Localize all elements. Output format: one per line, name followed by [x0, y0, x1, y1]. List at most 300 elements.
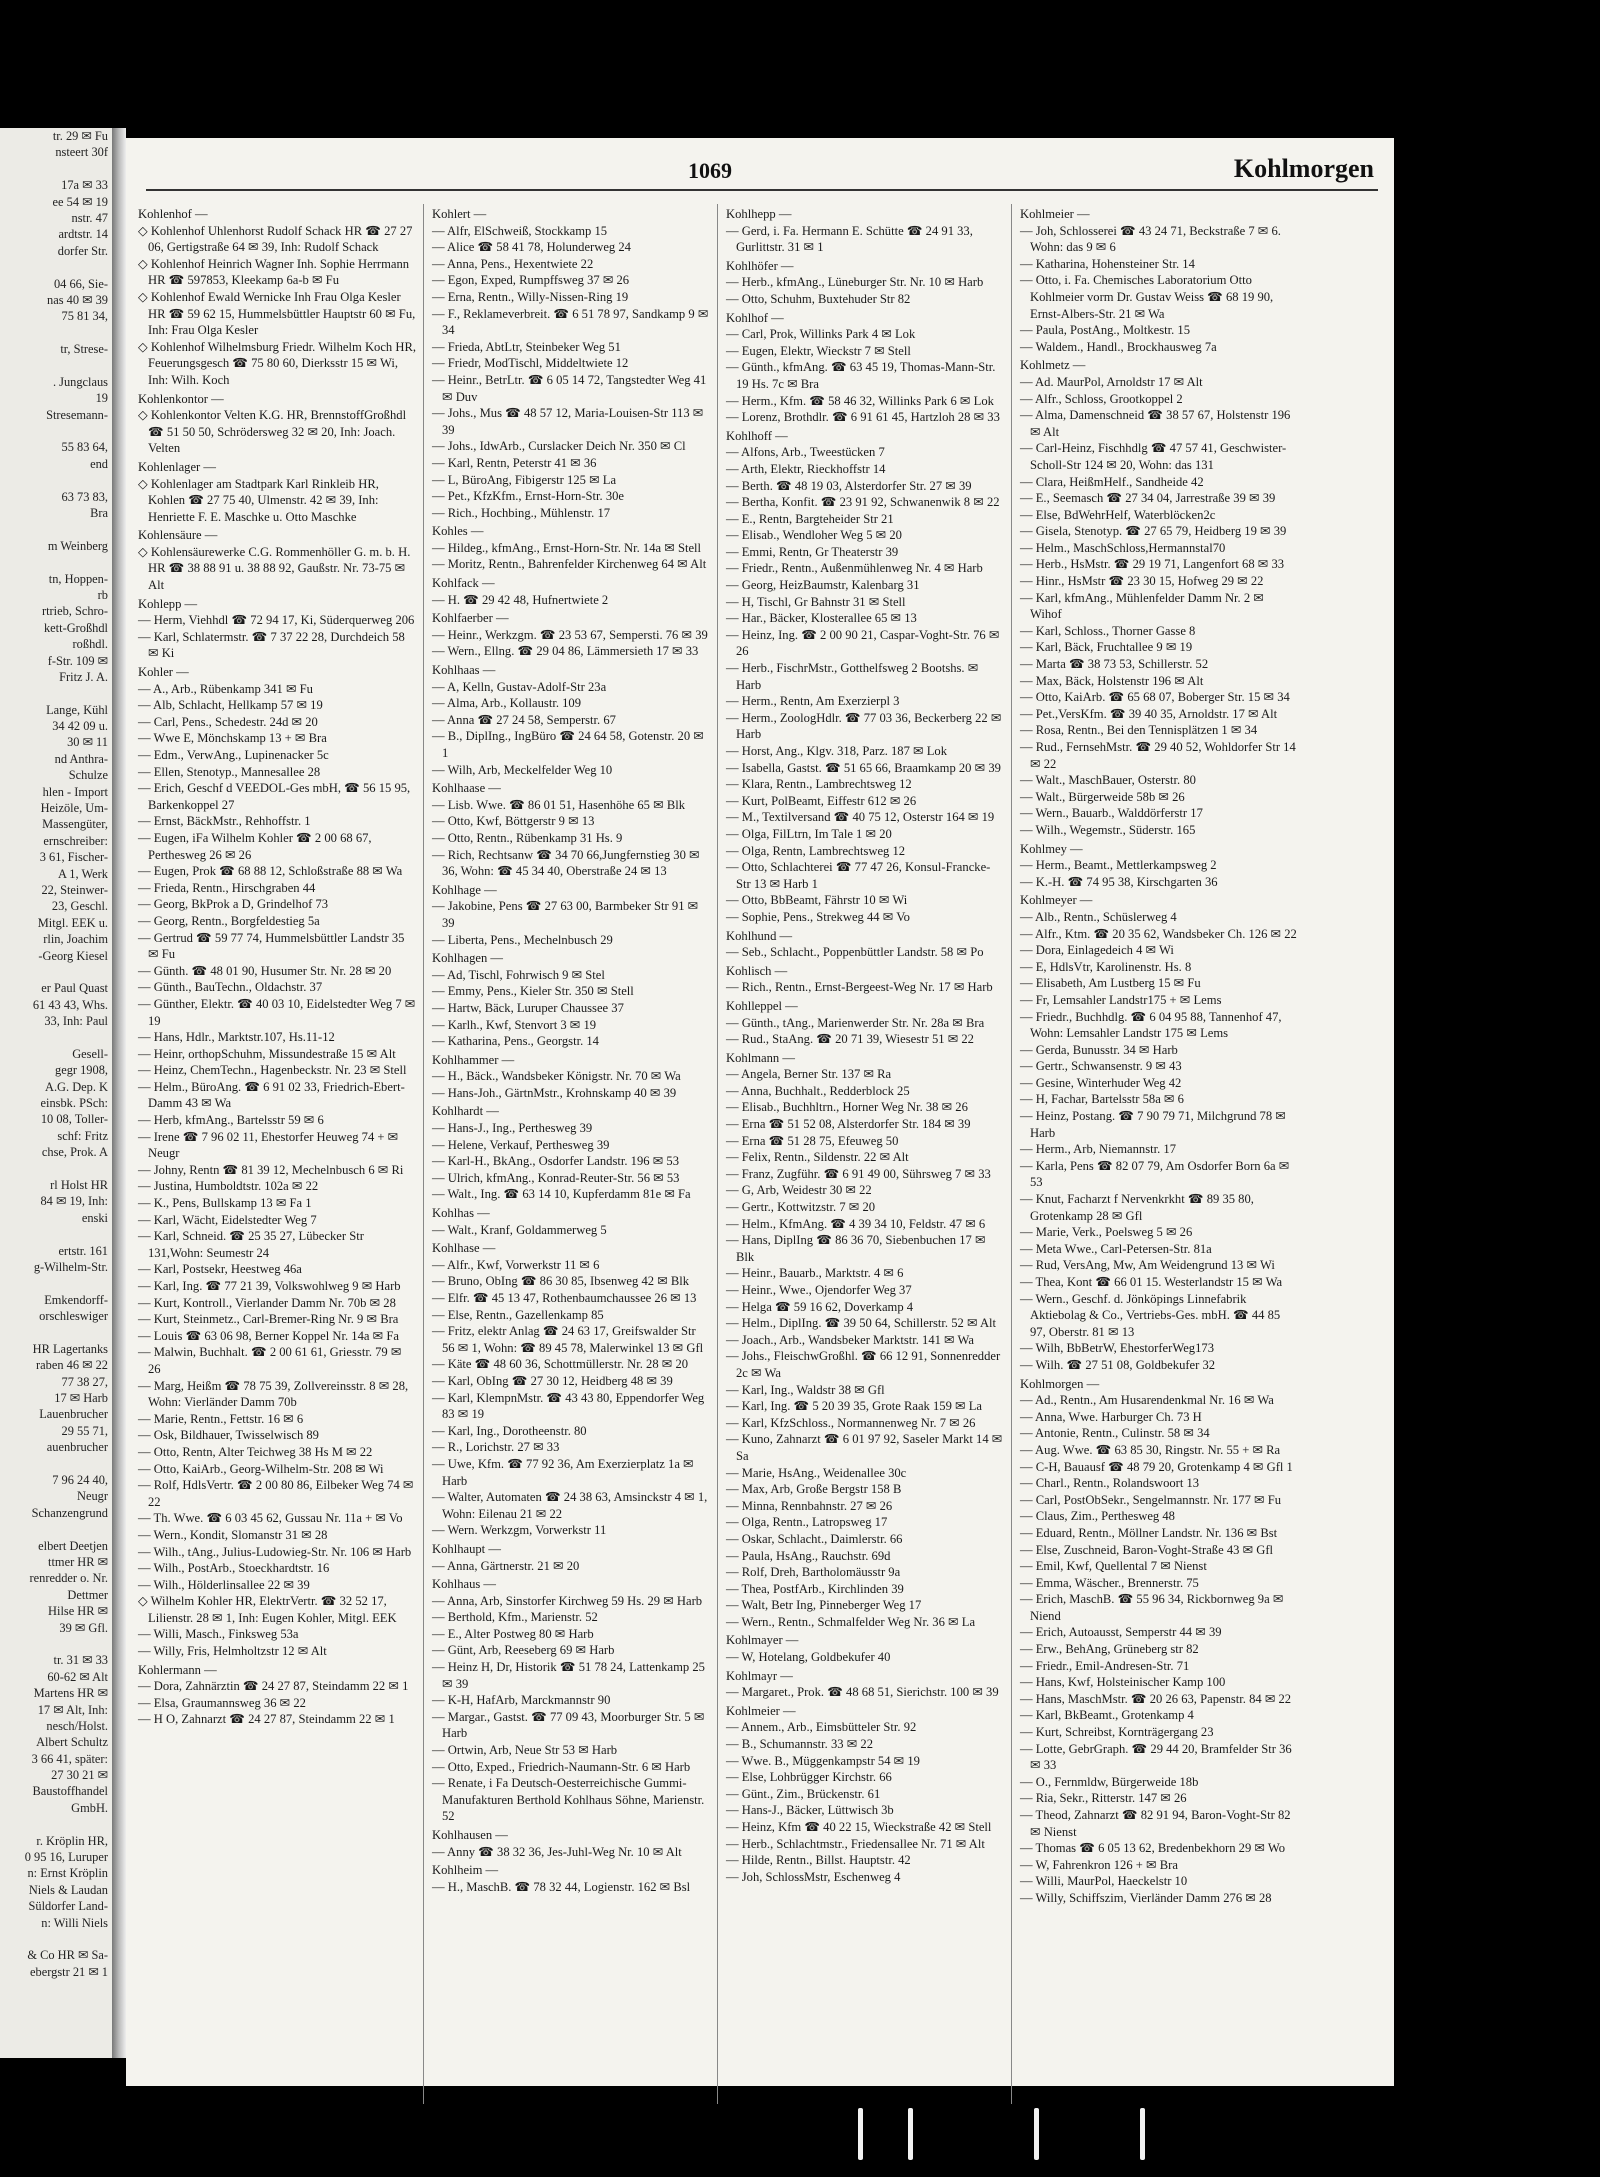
directory-entry: — Olga, Rentn, Lambrechtsweg 12: [726, 843, 906, 858]
left-page-line: -Georg Kiesel: [38, 948, 108, 963]
directory-entry: — Wilh, BbBetrW, EhestorferWeg173: [1020, 1341, 1214, 1356]
directory-entry: — Marie, HsAng., Weidenallee 30c: [726, 1465, 907, 1480]
directory-entry: — Kurt, Steinmetz., Carl-Bremer-Ring Nr. 9 ✉ Bra: [138, 1312, 399, 1327]
directory-entry: — Knut, Facharzt f Nervenkrkht ☎ 89 35 80, Grotenkamp 28 ✉ Gfl: [1020, 1192, 1254, 1223]
left-page-line: roßhdl.: [72, 637, 108, 652]
book-gutter: [112, 128, 126, 2058]
directory-entry: — O., Fernmldw, Bürgerweide 18b: [1020, 1774, 1199, 1789]
directory-entry: — C-H, Bauausf ☎ 48 79 20, Grotenkamp 4 ✉ Gfl 1: [1020, 1459, 1293, 1474]
directory-entry: — Alb., Rentn., Schüslerweg 4: [1020, 909, 1177, 924]
directory-entry: — Emma, Wäscher., Brennerstr. 75: [1020, 1575, 1199, 1590]
left-page-line: Schanzengrund: [31, 1505, 108, 1520]
directory-entry: — Minna, Rennbahnstr. 27 ✉ 26: [726, 1498, 893, 1513]
directory-entry: — H O, Zahnarzt ☎ 24 27 87, Steindamm 22 ✉ 1: [138, 1712, 395, 1727]
directory-entry: — A, Kelln, Gustav-Adolf-Str 23a: [432, 679, 607, 694]
surname-heading: Kohlleppel —: [726, 998, 798, 1013]
directory-entry: — Wilh., PostArb., Stoeckhardtstr. 16: [138, 1561, 330, 1576]
left-page-line: n: Willi Niels: [41, 1915, 108, 1930]
directory-entry: — Claus, Zim., Perthesweg 48: [1020, 1509, 1175, 1524]
directory-entry: — Frieda, Rentn., Hirschgraben 44: [138, 880, 316, 895]
directory-entry: — Rosa, Rentn., Bei den Tennisplätzen 1 ✉ 34: [1020, 723, 1258, 738]
left-page-line: 77 38 27,: [61, 1374, 108, 1389]
directory-entry: — Justina, Humboldtstr. 102a ✉ 22: [138, 1179, 319, 1194]
directory-entry: — Lotte, GebrGraph. ☎ 29 44 20, Bramfelder Str 36 ✉ 33: [1020, 1741, 1292, 1773]
directory-entry: — Carl-Heinz, Fischhdlg ☎ 47 57 41, Geschwister-Scholl-Str 124 ✉ 20, Wohn: das 131: [1020, 441, 1287, 472]
directory-entry: — Eugen, iFa Wilhelm Kohler ☎ 2 00 68 67, Perthesweg 26 ✉ 26: [138, 830, 372, 862]
directory-entry: — Friedr., Emil-Andresen-Str. 71: [1020, 1658, 1190, 1673]
column-divider: [717, 204, 718, 2104]
left-page-line: [0, 161, 112, 177]
surname-heading: Kohlenlager —: [138, 459, 216, 474]
directory-entry: — Wern., Kondit, Slomanstr 31 ✉ 28: [138, 1527, 328, 1542]
directory-entry: — F., Reklameverbreit. ☎ 6 51 78 97, Sandkamp 9 ✉ 34: [432, 306, 709, 338]
surname-heading: Kohlhammer —: [432, 1052, 515, 1067]
directory-entry: — Walt, Betr Ing, Pinneberger Weg 17: [726, 1598, 922, 1613]
directory-entry: — Otto, KaiArb. ☎ 65 68 07, Boberger Str. 15 ✉ 34: [1020, 690, 1290, 705]
directory-entry: — Herm., Arb, Niemannstr. 17: [1020, 1142, 1177, 1157]
left-page-line: elbert Deetjen: [38, 1538, 108, 1553]
left-page-line: end: [90, 456, 108, 471]
directory-entry: — Max, Arb, Große Bergstr 158 B: [726, 1482, 902, 1497]
directory-entry: — Walt., Ing. ☎ 63 14 10, Kupferdamm 81e ✉ Fa: [432, 1187, 691, 1202]
directory-entry: — Karlh., Kwf, Stenvort 3 ✉ 19: [432, 1017, 597, 1032]
directory-entry: — Hildeg., kfmAng., Ernst-Horn-Str. Nr. 14a ✉ Stell: [432, 540, 702, 555]
left-page-line: Fritz J. A.: [59, 669, 108, 684]
surname-heading: Kohlmorgen —: [1020, 1376, 1100, 1391]
directory-entry: — Georg, Rentn., Borgfeldestieg 5a: [138, 913, 320, 928]
running-head: Kohlmorgen: [1233, 154, 1374, 183]
directory-entry: — Else, Rentn., Gazellenkamp 85: [432, 1307, 604, 1322]
directory-entry: — Walter, Automaten ☎ 24 38 63, Amsinckstr 4 ✉ 1, Wohn: Eilenau 21 ✉ 22: [432, 1490, 708, 1521]
directory-entry: — H, Fachar, Bartelsstr 58a ✉ 6: [1020, 1092, 1184, 1107]
directory-entry: — Walt., Bürgerweide 58b ✉ 26: [1020, 789, 1185, 804]
directory-entry: — Eduard, Rentn., Möllner Landstr. Nr. 136 ✉ Bst: [1020, 1525, 1278, 1540]
directory-entry: — Max, Bäck, Holstenstr 196 ✉ Alt: [1020, 673, 1204, 688]
directory-entry: — Wern., Bauarb., Walddörferstr 17: [1020, 806, 1203, 821]
directory-entry: — Heinr., Wwe., Ojendorfer Weg 37: [726, 1283, 912, 1297]
directory-entry: — A., Arb., Rübenkamp 341 ✉ Fu: [138, 681, 313, 696]
surname-heading: Kohlhausen —: [432, 1828, 508, 1842]
left-page-line: Stresemann-: [46, 407, 108, 422]
directory-entry: — Helm., BüroAng. ☎ 6 91 02 33, Friedrich-Ebert-Damm 43 ✉ Wa: [138, 1079, 405, 1111]
left-page-line: tr. 29 ✉ Fu: [52, 129, 108, 143]
directory-entry: — Karl, Schlatermstr. ☎ 7 37 22 28, Durchdeich 58 ✉ Ki: [138, 629, 405, 661]
left-page-line: ttmer HR ✉: [48, 1554, 108, 1569]
surname-heading: Kohlmeier —: [1020, 207, 1090, 221]
directory-entry: — Günth., BauTechn., Oldachstr. 37: [138, 980, 323, 995]
directory-entry: — Gerda, Bunusstr. 34 ✉ Harb: [1020, 1042, 1178, 1057]
directory-entry: — Thea, Kont ☎ 66 01 15. Westerlandstr 15 ✉ Wa: [1020, 1275, 1283, 1289]
left-page-line: Bra: [90, 505, 108, 520]
directory-entry: — Friedr., Rentn., Außenmühlenweg Nr. 4 ✉ Harb: [726, 561, 983, 576]
directory-entry: — Otto, Kwf, Böttgerstr 9 ✉ 13: [432, 814, 595, 829]
surname-heading: Kohler —: [138, 665, 189, 680]
directory-entry: — Heinz H, Dr, Historik ☎ 51 78 24, Lattenkamp 25 ✉ 39: [432, 1660, 705, 1691]
directory-entry: — Marg, Heißm ☎ 78 75 39, Zollvereinsstr. 8 ✉ 28, Wohn: Vierländer Damm 70b: [138, 1378, 409, 1410]
left-page-line: nas 40 ✉ 39: [47, 292, 108, 307]
surname-heading: Kohlmeier —: [726, 1703, 796, 1718]
surname-heading: Kohlhardt —: [432, 1104, 499, 1119]
left-page-line: Massengüter,: [42, 817, 108, 832]
left-page-line: Mitgl. EEK u.: [37, 915, 108, 930]
directory-entry: — Ad, Tischl, Fohrwisch 9 ✉ Stel: [432, 967, 605, 982]
directory-entry: — H., Bäck., Wandsbeker Königstr. Nr. 70 ✉ Wa: [432, 1069, 681, 1084]
directory-entry: — Gertrud ☎ 59 77 74, Hummelsbüttler Landstr 35 ✉ Fu: [138, 930, 405, 962]
surname-heading: Kohlhepp —: [726, 207, 792, 221]
directory-entry: — Georg, BkProk a D, Grindelhof 73: [138, 897, 329, 912]
left-page-line: [0, 521, 112, 537]
left-page-line: [0, 1931, 112, 1947]
left-page-line: [0, 325, 112, 341]
directory-entry: — Heinr, orthopSchuhm, Missundestraße 15 ✉ Alt: [138, 1046, 396, 1061]
directory-entry: — Alfons, Arb., Tweestücken 7: [726, 445, 885, 460]
left-page-line: ardtstr. 14: [58, 227, 108, 242]
directory-entry: — Karl, BkBeamt., Grotenkamp 4: [1020, 1708, 1194, 1723]
directory-entry: — Eugen, Prok ☎ 68 88 12, Schloßstraße 88 ✉ Wa: [138, 864, 403, 879]
left-page-line: tr, Strese-: [60, 342, 108, 357]
directory-entry: — Osk, Bildhauer, Twisselwisch 89: [138, 1428, 319, 1443]
left-page-line: Süldorfer Land-: [28, 1899, 108, 1914]
directory-entry: ◇ Kohlenlager am Stadtpark Karl Rinkleib HR, Kohlen ☎ 27 75 40, Ulmenstr. 42 ✉ 39, Inh: Henriette F. E. Maschke u. Otto Maschke: [138, 476, 379, 524]
left-page-line: 23, Geschl.: [51, 899, 108, 914]
directory-entry: — Wern., Geschf. d. Jönköpings Linnefabrik Aktiebolag & Co., Vertriebs-Ges. mbH. ☎ 44 85 97, Oberstr. 81 ✉ 13: [1020, 1291, 1281, 1339]
directory-entry: — Horst, Ang., Klgv. 318, Parz. 187 ✉ Lok: [726, 744, 948, 758]
directory-entry: — Berth. ☎ 48 19 03, Alsterdorfer Str. 27 ✉ 39: [726, 478, 972, 493]
left-page-line: kett-Großhdl: [43, 620, 108, 635]
directory-entry: — Gertr., Kottwitzstr. 7 ✉ 20: [726, 1200, 876, 1215]
directory-entry: — B., Schumannstr. 33 ✉ 22: [726, 1737, 873, 1752]
directory-entry: — Wern. Werkzgm, Vorwerkstr 11: [432, 1523, 607, 1538]
directory-entry: — Dora, Zahnärztin ☎ 24 27 87, Steindamm 22 ✉ 1: [138, 1679, 409, 1694]
directory-entry: — H. ☎ 29 42 48, Hufnertwiete 2: [432, 592, 609, 607]
directory-entry: — Helm., MaschSchloss,Hermannstal70: [1020, 540, 1226, 555]
directory-entry: — Karl, kfmAng., Mühlenfelder Damm Nr. 2 ✉ Wihof: [1020, 590, 1264, 622]
directory-entry: — Joh, Schlosserei ☎ 43 24 71, Beckstraße 7 ✉ 6. Wohn: das 9 ✉ 6: [1020, 223, 1281, 255]
left-page-line: hlen - Import: [42, 784, 108, 799]
left-page-line: nstr. 47: [71, 210, 108, 225]
left-page-line: Albert Schultz: [36, 1735, 108, 1750]
surname-heading: Kohlmetz —: [1020, 358, 1086, 373]
directory-entry: — E, HdlsVtr, Karolinenstr. Hs. 8: [1020, 959, 1192, 974]
film-mark: [908, 2108, 913, 2160]
directory-entry: — Emmi, Rentn, Gr Theaterstr 39: [726, 544, 899, 559]
directory-entry: — Willy, Fris, Helmholtzstr 12 ✉ Alt: [138, 1644, 327, 1659]
directory-entry: — Otto, Schlachterei ☎ 77 47 26, Konsul-Francke-Str 13 ✉ Harb 1: [726, 860, 991, 891]
directory-entry: — Waldem., Handl., Brockhausweg 7a: [1020, 339, 1217, 354]
directory-entry: — Klara, Rentn., Lambrechtsweg 12: [726, 777, 912, 792]
directory-entry: — Fritz, elektr Anlag ☎ 24 63 17, Greifswalder Str 56 ✉ 1, Wohn: ☎ 89 45 78, Malerwinkel 13 ✉ Gfl: [432, 1324, 704, 1355]
surname-heading: Kohlert —: [432, 207, 487, 221]
directory-entry: — Oskar, Schlacht., Daimlerstr. 66: [726, 1531, 903, 1546]
left-page-line: ee 54 ✉ 19: [52, 194, 108, 209]
left-page-line: Gesell-: [72, 1046, 108, 1061]
directory-entry: — Wilh, Arb, Meckelfelder Weg 10: [432, 762, 613, 777]
surname-heading: Kohlhof —: [726, 310, 784, 325]
directory-entry: — Erna, Rentn., Willy-Nissen-Ring 19: [432, 289, 629, 304]
directory-entry: — Egon, Exped, Rumpffsweg 37 ✉ 26: [432, 273, 630, 288]
left-page-line: [0, 1226, 112, 1242]
directory-entry: — Gisela, Stenotyp. ☎ 27 65 79, Heidberg 19 ✉ 39: [1020, 524, 1287, 539]
left-page-line: & Co HR ✉ Sa-: [27, 1948, 108, 1963]
left-page-line: 22, Steinwer-: [41, 882, 108, 897]
left-page-line: rl Holst HR: [50, 1178, 108, 1192]
directory-entry: — Walt., MaschBauer, Osterstr. 80: [1020, 773, 1196, 788]
left-page-line: rb: [97, 587, 108, 602]
left-page-line: . Jungclaus: [52, 374, 108, 389]
directory-entry: — Meta Wwe., Carl-Petersen-Str. 81a: [1020, 1241, 1212, 1256]
left-page-line: nesch/Holst.: [46, 1718, 108, 1733]
left-page-line: er Paul Quast: [41, 981, 108, 996]
directory-entry: — Dora, Einlagedeich 4 ✉ Wi: [1020, 943, 1174, 958]
directory-entry: — Hilde, Rentn., Billst. Hauptstr. 42: [726, 1853, 911, 1868]
directory-entry: — Karl, KlempnMstr. ☎ 43 43 80, Eppendorfer Weg 83 ✉ 19: [432, 1390, 705, 1422]
directory-entry: — Alma, Damenschneid ☎ 38 57 67, Holstenstr 196 ✉ Alt: [1020, 408, 1291, 439]
directory-entry: — Marie, Rentn., Fettstr. 16 ✉ 6: [138, 1411, 304, 1426]
directory-entry: — Kuno, Zahnarzt ☎ 6 01 97 92, Saseler Markt 14 ✉ Sa: [726, 1432, 1003, 1463]
directory-entry: — Margaret., Prok. ☎ 48 68 51, Sierichstr. 100 ✉ 39: [726, 1685, 999, 1700]
left-page-line: 55 83 64,: [61, 440, 108, 455]
directory-entry: — Heinr., BetrLtr. ☎ 6 05 14 72, Tangstedter Weg 41 ✉ Duv: [432, 372, 707, 404]
directory-entry: ◇ Kohlenhof Uhlenhorst Rudolf Schack HR ☎ 27 27 06, Gertigstraße 64 ✉ 39, Inh: Rudolf Schack: [138, 223, 413, 255]
film-mark: [1034, 2108, 1039, 2160]
directory-entry: — B., DiplIng., IngBüro ☎ 24 64 58, Gotenstr. 20 ✉ 1: [432, 729, 704, 760]
directory-entry: — Herm., ZoologHdlr. ☎ 77 03 36, Beckerberg 22 ✉ Harb: [726, 710, 1002, 742]
directory-entry: — Wilh. ☎ 27 51 08, Goldbekufer 32: [1020, 1357, 1216, 1372]
column-3: [726, 204, 1004, 1885]
directory-entry: — Frieda, AbtLtr, Steinbeker Weg 51: [432, 339, 621, 354]
surname-heading: Kohlmeyer —: [1020, 893, 1093, 908]
directory-entry: — Louis ☎ 63 06 98, Berner Koppel Nr. 14a ✉ Fa: [138, 1328, 399, 1343]
left-page-line: [0, 964, 112, 980]
directory-page: [126, 138, 1394, 2086]
directory-entry: — Joach., Arb., Wandsbeker Marktstr. 141 ✉ Wa: [726, 1332, 974, 1347]
left-page-line: 63 73 83,: [61, 489, 108, 504]
left-page-line: 7 96 24 40,: [52, 1473, 108, 1488]
directory-entry: — Ad. MaurPol, Arnoldstr 17 ✉ Alt: [1020, 374, 1203, 389]
directory-entry: — Carl, Prok, Willinks Park 4 ✉ Lok: [726, 327, 916, 342]
surname-heading: Kohlhund —: [726, 928, 793, 943]
directory-entry: — Karl, Postsekr, Heestweg 46a: [138, 1262, 302, 1277]
directory-entry: — Emmy, Pens., Kieler Str. 350 ✉ Stell: [432, 984, 634, 999]
directory-entry: — Seb., Schlacht., Poppenbüttler Landstr. 58 ✉ Po: [726, 945, 984, 960]
directory-entry: — Otto, Schuhm, Buxtehuder Str 82: [726, 291, 911, 306]
directory-entry: — Karl, Schloss., Thorner Gasse 8: [1020, 623, 1196, 638]
left-page-line: Dettmer: [67, 1587, 108, 1602]
directory-entry: — Helga ☎ 59 16 62, Doverkamp 4: [726, 1299, 914, 1314]
left-page-line: rlin, Joachim: [43, 932, 108, 947]
directory-entry: — Alfr, ElSchweiß, Stockkamp 15: [432, 223, 608, 238]
directory-entry: — Heinz, Postang. ☎ 7 90 79 71, Milchgrund 78 ✉ Harb: [1020, 1109, 1286, 1140]
directory-entry: — Rud., FernsehMstr. ☎ 29 40 52, Wohldorfer Str 14 ✉ 22: [1020, 740, 1296, 771]
directory-entry: — Karl, Schneid. ☎ 25 35 27, Lübecker Str 131,Wohn: Seumestr 24: [138, 1229, 364, 1260]
directory-entry: — Karl, Rentn, Peterstr 41 ✉ 36: [432, 455, 597, 470]
directory-entry: — Har., Bäcker, Klosterallee 65 ✉ 13: [726, 611, 917, 626]
left-page-line: 17 ✉ Harb: [54, 1391, 108, 1406]
directory-entry: — Hans-Joh., GärtnMstr., Krohnskamp 40 ✉ 39: [432, 1085, 677, 1100]
left-page-line: 33, Inh: Paul: [44, 1014, 108, 1029]
left-page-line: ertstr. 161: [58, 1243, 108, 1258]
left-page-line: 61 43 43, Whs.: [32, 997, 108, 1012]
directory-entry: — W, Hotelang, Goldbekufer 40: [726, 1650, 891, 1665]
left-page-line: nsteert 30f: [55, 145, 108, 160]
directory-entry: ◇ Kohlenkontor Velten K.G. HR, BrennstoffGroßhdl ☎ 51 50 50, Schrödersweg 32 ✉ 20, Inh: Joach. Velten: [138, 408, 407, 456]
directory-entry: — Kurt, Kontroll., Vierlander Damm Nr. 70b ✉ 28: [138, 1295, 396, 1310]
directory-entry: — Erich, MaschB. ☎ 55 96 34, Rickbornweg 9a ✉ Niend: [1020, 1592, 1284, 1623]
directory-entry: — E., Alter Postweg 80 ✉ Harb: [432, 1626, 594, 1641]
surname-heading: Kohlhaas —: [432, 663, 496, 678]
directory-entry: — Erna ☎ 51 28 75, Efeuweg 50: [726, 1133, 899, 1148]
directory-entry: — Alma, Arb., Kollaustr. 109: [432, 696, 582, 711]
left-page-line: dorfer Str.: [57, 243, 108, 258]
directory-entry: — Erw., BehAng, Grüneberg str 82: [1020, 1642, 1199, 1657]
left-page-line: 3 61, Fischer-: [39, 850, 108, 865]
directory-entry: — Gertr., Schwansenstr. 9 ✉ 43: [1020, 1059, 1182, 1074]
left-page-line: A 1, Werk: [57, 866, 108, 881]
directory-entry: — Karla, Pens ☎ 82 07 79, Am Osdorfer Born 6a ✉ 53: [1020, 1158, 1290, 1190]
directory-entry: — Friedr, ModTischl, Middeltwiete 12: [432, 356, 629, 371]
directory-entry: — K.-H. ☎ 74 95 38, Kirschgarten 36: [1020, 874, 1218, 889]
directory-entry: — Johs., IdwArb., Curslacker Deich Nr. 350 ✉ Cl: [432, 439, 686, 454]
directory-entry: — Helm., KfmAng. ☎ 4 39 34 10, Feldstr. 47 ✉ 6: [726, 1216, 986, 1231]
directory-entry: — Otto, i. Fa. Chemisches Laboratorium Otto Kohlmeier vorm Dr. Gustav Weiss ☎ 68 19 90, Ernst-Albers-Str. 21 ✉ Wa: [1020, 273, 1274, 321]
left-page-line: Heizöle, Um-: [40, 801, 108, 816]
left-page-line: rtrieb, Schro-: [41, 604, 108, 619]
directory-entry: — Hans, DiplIng ☎ 86 36 70, Siebenbuchen 17 ✉ Blk: [726, 1233, 986, 1264]
surname-heading: Kohlmann —: [726, 1050, 795, 1065]
surname-heading: Kohlhase —: [432, 1241, 496, 1256]
surname-heading: Kohles —: [432, 524, 484, 539]
directory-entry: — Herb., HsMstr. ☎ 29 19 71, Langenfort 68 ✉ 33: [1020, 557, 1285, 572]
directory-entry: — Bertha, Konfit. ☎ 23 91 92, Schwanenwik 8 ✉ 22: [726, 495, 1000, 510]
left-page-line: 34 42 09 u.: [52, 719, 108, 734]
directory-entry: — Lorenz, Brothdlr. ☎ 6 91 61 45, Hartzloh 28 ✉ 33: [726, 410, 1000, 425]
directory-entry: — Günth., kfmAng. ☎ 63 45 19, Thomas-Mann-Str. 19 Hs. 7c ✉ Bra: [726, 360, 996, 391]
directory-entry: — Herm, Viehhdl ☎ 72 94 17, Ki, Süderquerweg 206: [138, 613, 415, 628]
left-page-line: 29 55 71,: [61, 1423, 108, 1438]
directory-entry: — Moritz, Rentn., Bahrenfelder Kirchenweg 64 ✉ Alt: [432, 557, 707, 572]
directory-entry: — Karl, Ing., Waldstr 38 ✉ Gfl: [726, 1382, 885, 1397]
directory-entry: — Alfr., Schloss, Grootkoppel 2: [1020, 391, 1183, 406]
directory-entry: ◇ Kohlensäurewerke C.G. Rommenhöller G. m. b. H. HR ☎ 38 88 91 u. 38 88 92, Gaußstr. Nr. 73-75 ✉ Alt: [138, 544, 411, 593]
directory-entry: — Uwe, Kfm. ☎ 77 92 36, Am Exerzierplatz 1a ✉ Harb: [432, 1456, 694, 1488]
directory-entry: — Erna ☎ 51 52 08, Alsterdorfer Str. 184 ✉ 39: [726, 1117, 971, 1132]
directory-entry: — Alice ☎ 58 41 78, Holunderweg 24: [432, 240, 631, 255]
left-page-line: 60-62 ✉ Alt: [47, 1669, 108, 1684]
directory-entry: — Heinz, Kfm ☎ 40 22 15, Wieckstraße 42 ✉ Stell: [726, 1820, 992, 1834]
directory-entry: — M., Textilversand ☎ 40 75 12, Osterstr 164 ✉ 19: [726, 810, 995, 825]
left-page-line: [0, 1636, 112, 1652]
directory-entry: — Clara, HeißmHelf., Sandheide 42: [1020, 474, 1204, 489]
directory-entry: — Emil, Kwf, Quellental 7 ✉ Nienst: [1020, 1559, 1207, 1574]
surname-heading: Kohlisch —: [726, 963, 788, 978]
directory-entry: — Theod, Zahnarzt ☎ 82 91 94, Baron-Voght-Str 82 ✉ Nienst: [1020, 1808, 1291, 1839]
left-page-line: A.G. Dep. K: [45, 1079, 108, 1094]
directory-entry: — Anna, Gärtnerstr. 21 ✉ 20: [432, 1558, 580, 1573]
directory-entry: — Herm., Kfm. ☎ 58 46 32, Willinks Park 6 ✉ Lok: [726, 393, 994, 408]
left-page-line: r. Kröplin HR,: [36, 1833, 108, 1848]
surname-heading: Kohlepp —: [138, 596, 198, 611]
directory-entry: — Hinr., HsMstr ☎ 23 30 15, Hofweg 29 ✉ 22: [1020, 574, 1264, 589]
directory-entry: — Alfr., Kwf, Vorwerkstr 11 ✉ 6: [432, 1257, 600, 1272]
left-page-line: 3 66 41, später:: [31, 1751, 108, 1766]
directory-entry: — Karl, Ing. ☎ 77 21 39, Volkswohlweg 9 ✉ Harb: [138, 1279, 401, 1293]
left-page-line: [0, 1275, 112, 1291]
film-mark: [1140, 2108, 1145, 2160]
directory-entry: ◇ Kohlenhof Ewald Wernicke Inh Frau Olga Kesler HR ☎ 59 62 15, Hummelsbüttler Hauptstr 60 ✉ Fu, Inh: Frau Olga Kesler: [138, 289, 416, 338]
left-page-line: Hilse HR ✉: [48, 1604, 108, 1619]
directory-entry: — H, Tischl, Gr Bahnstr 31 ✉ Stell: [726, 594, 906, 609]
directory-entry: — Friedr., Buchhdlg. ☎ 6 04 95 88, Tannenhof 47, Wohn: Lemsahler Landstr 175 ✉ Lems: [1020, 1009, 1282, 1041]
directory-entry: — Otto, Exped., Friedrich-Naumann-Str. 6 ✉ Harb: [432, 1759, 691, 1774]
directory-entry: — Herb., FischrMstr., Gotthelfsweg 2 Bootshs. ✉ Harb: [726, 661, 979, 692]
directory-entry: — Pet.,VersKfm. ☎ 39 40 35, Arnoldstr. 17 ✉ Alt: [1020, 706, 1278, 721]
left-page-line: Schulze: [68, 768, 108, 783]
directory-entry: — Hartw, Bäck, Luruper Chaussee 37: [432, 1000, 624, 1015]
directory-entry: — W, Fahrenkron 126 + ✉ Bra: [1020, 1857, 1178, 1872]
directory-entry: — Edm., VerwAng., Lupinenacker 5c: [138, 748, 329, 762]
header-rule: [146, 189, 1378, 191]
directory-entry: — Rud., StaAng. ☎ 20 71 39, Wiesestr 51 ✉ 22: [726, 1032, 974, 1047]
directory-entry: — Renate, i Fa Deutsch-Oesterreichische Gummi-Manufakturen Berthold Kohlhaus Söhne, Marienstr. 52: [432, 1776, 705, 1824]
directory-entry: — Rich, Rechtsanw ☎ 34 70 66,Jungfernstieg 30 ✉ 36, Wohn: ☎ 45 34 40, Oberstraße 24 ✉ 13: [432, 847, 700, 879]
directory-entry: — Johny, Rentn ☎ 81 39 12, Mechelnbusch 6 ✉ Ri: [138, 1162, 404, 1177]
surname-heading: Kohlenkontor —: [138, 391, 224, 406]
directory-entry: — Malwin, Buchhalt. ☎ 2 00 61 61, Griesstr. 79 ✉ 26: [138, 1345, 402, 1376]
directory-entry: — Heinz, ChemTechn., Hagenbeckstr. Nr. 23 ✉ Stell: [138, 1063, 407, 1078]
left-page-line: 75 81 34,: [61, 309, 108, 324]
directory-entry: — Erich, Geschf d VEEDOL-Ges mbH, ☎ 56 15 95, Barkenkoppel 27: [138, 781, 411, 812]
left-page-line: [0, 1029, 112, 1045]
left-page-line: [0, 357, 112, 373]
left-page-line: Emkendorff-: [44, 1292, 108, 1307]
directory-entry: — Katharina, Pens., Georgstr. 14: [432, 1034, 599, 1049]
left-page-line: 04 66, Sie-: [53, 276, 108, 291]
surname-heading: Kohlermann —: [138, 1662, 217, 1677]
surname-heading: Kohlensäure —: [138, 528, 218, 543]
directory-entry: — Th. Wwe. ☎ 6 03 45 62, Gussau Nr. 11a + ✉ Vo: [138, 1511, 403, 1526]
directory-entry: — Marta ☎ 38 73 53, Schillerstr. 52: [1020, 657, 1209, 672]
directory-entry: — Wilh., Hölderlinsallee 22 ✉ 39: [138, 1577, 310, 1592]
surname-heading: Kohlhoff —: [726, 428, 788, 443]
left-page-line: nd Anthra-: [54, 751, 108, 766]
directory-entry: — Rud, VersAng, Mw, Am Weidengrund 13 ✉ Wi: [1020, 1258, 1275, 1273]
left-page-line: Martens HR ✉: [33, 1686, 108, 1701]
directory-entry: — Heinr., Bauarb., Marktstr. 4 ✉ 6: [726, 1266, 904, 1281]
directory-entry: — Irene ☎ 7 96 02 11, Ehestorfer Heuweg 74 + ✉ Neugr: [138, 1129, 399, 1161]
directory-entry: — Pet., KfzKfm., Ernst-Horn-Str. 30e: [432, 489, 625, 504]
directory-entry: — Walt., Kranf, Goldammerweg 5: [432, 1222, 607, 1237]
left-page-line: chse, Prok. A: [41, 1145, 108, 1160]
surname-heading: Kohlenhof —: [138, 207, 208, 221]
directory-entry: — Rolf, Dreh, Bartholomäusstr 9a: [726, 1565, 901, 1580]
left-page-line: 17 ✉ Alt, Inh:: [37, 1702, 108, 1717]
directory-entry: — Herm., Beamt., Mettlerkampsweg 2: [1020, 858, 1217, 873]
directory-entry: — Georg, HeizBaumstr, Kalenbarg 31: [726, 578, 920, 593]
left-page-line: [0, 554, 112, 570]
directory-entry: — Karl-H., BkAng., Osdorfer Landstr. 196 ✉ 53: [432, 1154, 679, 1169]
left-page-line: 0 95 16, Luruper: [24, 1850, 108, 1865]
directory-entry: — Isabella, Gastst. ☎ 51 65 66, Braamkamp 20 ✉ 39: [726, 760, 1001, 775]
directory-entry: — Margar., Gastst. ☎ 77 09 43, Moorburger Str. 5 ✉ Harb: [432, 1709, 705, 1741]
surname-heading: Kohlhage —: [432, 882, 497, 897]
surname-heading: Kohlhagen —: [432, 951, 503, 966]
left-page-line: [0, 472, 112, 488]
directory-entry: — R., Lorichstr. 27 ✉ 33: [432, 1440, 560, 1455]
directory-entry: — Katharina, Hohensteiner Str. 14: [1020, 256, 1195, 271]
directory-entry: — Johs., FleischwGroßhl. ☎ 66 12 91, Sonnenredder 2c ✉ Wa: [726, 1349, 1001, 1380]
directory-entry: — K., Pens, Bullskamp 13 ✉ Fa 1: [138, 1196, 312, 1211]
directory-entry: — Felix, Rentn., Sildenstr. 22 ✉ Alt: [726, 1150, 909, 1165]
